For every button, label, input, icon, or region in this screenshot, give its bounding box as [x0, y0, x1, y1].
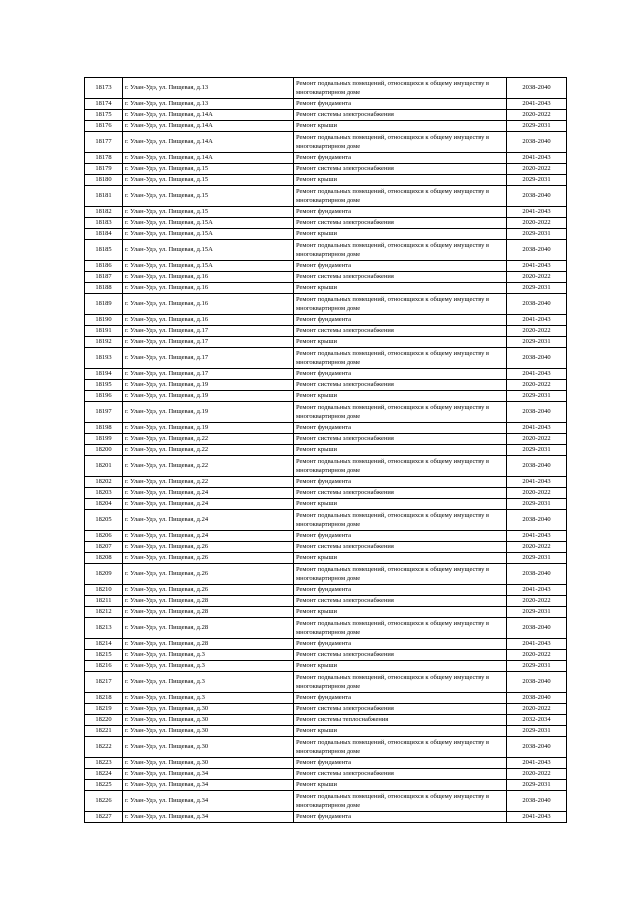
table-row — [85, 596, 567, 607]
work-type-cell: Ремонт системы электроснабжения — [294, 488, 507, 499]
table-row — [85, 175, 567, 186]
table-row — [85, 715, 567, 726]
address-cell: г. Улан-Удэ, ул. Пищевая, д.17 — [123, 369, 294, 380]
address-cell: г. Улан-Удэ, ул. Пищевая, д.28 — [123, 607, 294, 618]
period-cell: 2041-2043 — [507, 261, 567, 272]
address-cell: г. Улан-Удэ, ул. Пищевая, д.14А — [123, 153, 294, 164]
row-number-cell: 18187 — [85, 272, 123, 283]
work-type-cell: Ремонт системы электроснабжения — [294, 272, 507, 283]
address-cell: г. Улан-Удэ, ул. Пищевая, д.19 — [123, 380, 294, 391]
row-number-cell: 18194 — [85, 369, 123, 380]
row-number-cell: 18227 — [85, 812, 123, 823]
period-cell: 2020-2022 — [507, 488, 567, 499]
work-type-cell: Ремонт системы электроснабжения — [294, 380, 507, 391]
period-cell: 2029-2031 — [507, 391, 567, 402]
period-cell: 2038-2040 — [507, 402, 567, 423]
address-cell: г. Улан-Удэ, ул. Пищевая, д.15 — [123, 186, 294, 207]
work-type-cell: Ремонт фундамента — [294, 423, 507, 434]
table-row — [85, 164, 567, 175]
work-type-cell: Ремонт подвальных помещений, относящихся к общему имуществу в многоквартирном доме — [294, 294, 507, 315]
address-cell: г. Улан-Удэ, ул. Пищевая, д.14А — [123, 121, 294, 132]
row-number-cell: 18208 — [85, 553, 123, 564]
period-cell: 2041-2043 — [507, 585, 567, 596]
work-type-cell: Ремонт подвальных помещений, относящихся к общему имуществу в многоквартирном доме — [294, 737, 507, 758]
table-row — [85, 456, 567, 477]
work-type-cell: Ремонт подвальных помещений, относящихся к общему имуществу в многоквартирном доме — [294, 618, 507, 639]
row-number-cell: 18215 — [85, 650, 123, 661]
period-cell: 2020-2022 — [507, 326, 567, 337]
work-type-cell: Ремонт фундамента — [294, 531, 507, 542]
work-type-cell: Ремонт фундамента — [294, 369, 507, 380]
row-number-cell: 18173 — [85, 78, 123, 99]
period-cell: 2029-2031 — [507, 283, 567, 294]
address-cell: г. Улан-Удэ, ул. Пищевая, д.15 — [123, 175, 294, 186]
row-number-cell: 18186 — [85, 261, 123, 272]
address-cell: г. Улан-Удэ, ул. Пищевая, д.3 — [123, 661, 294, 672]
row-number-cell: 18226 — [85, 791, 123, 812]
row-number-cell: 18223 — [85, 758, 123, 769]
period-cell: 2020-2022 — [507, 218, 567, 229]
address-cell: г. Улан-Удэ, ул. Пищевая, д.15А — [123, 261, 294, 272]
table-row — [85, 488, 567, 499]
address-cell: г. Улан-Удэ, ул. Пищевая, д.34 — [123, 769, 294, 780]
period-cell: 2020-2022 — [507, 164, 567, 175]
period-cell: 2041-2043 — [507, 369, 567, 380]
address-cell: г. Улан-Удэ, ул. Пищевая, д.13 — [123, 78, 294, 99]
address-cell: г. Улан-Удэ, ул. Пищевая, д.17 — [123, 337, 294, 348]
period-cell: 2041-2043 — [507, 423, 567, 434]
period-cell: 2041-2043 — [507, 315, 567, 326]
table-row — [85, 121, 567, 132]
table-row — [85, 218, 567, 229]
address-cell: г. Улан-Удэ, ул. Пищевая, д.17 — [123, 326, 294, 337]
address-cell: г. Улан-Удэ, ул. Пищевая, д.34 — [123, 791, 294, 812]
row-number-cell: 18178 — [85, 153, 123, 164]
row-number-cell: 18193 — [85, 348, 123, 369]
address-cell: г. Улан-Удэ, ул. Пищевая, д.30 — [123, 715, 294, 726]
period-cell: 2029-2031 — [507, 121, 567, 132]
address-cell: г. Улан-Удэ, ул. Пищевая, д.34 — [123, 780, 294, 791]
period-cell: 2041-2043 — [507, 639, 567, 650]
table-row — [85, 153, 567, 164]
period-cell: 2032-2034 — [507, 715, 567, 726]
table-row — [85, 564, 567, 585]
period-cell: 2020-2022 — [507, 596, 567, 607]
period-cell: 2038-2040 — [507, 693, 567, 704]
row-number-cell: 18190 — [85, 315, 123, 326]
address-cell: г. Улан-Удэ, ул. Пищевая, д.30 — [123, 737, 294, 758]
work-type-cell: Ремонт системы электроснабжения — [294, 650, 507, 661]
table-row — [85, 434, 567, 445]
table-row — [85, 531, 567, 542]
table-row — [85, 553, 567, 564]
address-cell: г. Улан-Удэ, ул. Пищевая, д.16 — [123, 283, 294, 294]
row-number-cell: 18188 — [85, 283, 123, 294]
work-type-cell: Ремонт крыши — [294, 445, 507, 456]
work-type-cell: Ремонт крыши — [294, 283, 507, 294]
work-type-cell: Ремонт крыши — [294, 661, 507, 672]
address-cell: г. Улан-Удэ, ул. Пищевая, д.22 — [123, 434, 294, 445]
address-cell: г. Улан-Удэ, ул. Пищевая, д.15А — [123, 240, 294, 261]
address-cell: г. Улан-Удэ, ул. Пищевая, д.34 — [123, 812, 294, 823]
row-number-cell: 18203 — [85, 488, 123, 499]
table-row — [85, 477, 567, 488]
address-cell: г. Улан-Удэ, ул. Пищевая, д.26 — [123, 542, 294, 553]
table-row — [85, 402, 567, 423]
row-number-cell: 18198 — [85, 423, 123, 434]
address-cell: г. Улан-Удэ, ул. Пищевая, д.3 — [123, 672, 294, 693]
table-row — [85, 423, 567, 434]
table-row — [85, 758, 567, 769]
work-type-cell: Ремонт фундамента — [294, 153, 507, 164]
address-cell: г. Улан-Удэ, ул. Пищевая, д.22 — [123, 477, 294, 488]
row-number-cell: 18211 — [85, 596, 123, 607]
work-type-cell: Ремонт фундамента — [294, 812, 507, 823]
work-type-cell: Ремонт фундамента — [294, 639, 507, 650]
work-type-cell: Ремонт подвальных помещений, относящихся к общему имуществу в многоквартирном доме — [294, 564, 507, 585]
work-type-cell: Ремонт фундамента — [294, 207, 507, 218]
row-number-cell: 18214 — [85, 639, 123, 650]
address-cell: г. Улан-Удэ, ул. Пищевая, д.19 — [123, 391, 294, 402]
work-type-cell: Ремонт крыши — [294, 499, 507, 510]
address-cell: г. Улан-Удэ, ул. Пищевая, д.19 — [123, 423, 294, 434]
work-type-cell: Ремонт системы электроснабжения — [294, 434, 507, 445]
period-cell: 2020-2022 — [507, 769, 567, 780]
work-type-cell: Ремонт подвальных помещений, относящихся к общему имуществу в многоквартирном доме — [294, 78, 507, 99]
work-type-cell: Ремонт крыши — [294, 229, 507, 240]
row-number-cell: 18179 — [85, 164, 123, 175]
work-type-cell: Ремонт подвальных помещений, относящихся к общему имуществу в многоквартирном доме — [294, 456, 507, 477]
work-type-cell: Ремонт крыши — [294, 553, 507, 564]
repair-schedule-table — [84, 77, 567, 823]
table-row — [85, 791, 567, 812]
address-cell: г. Улан-Удэ, ул. Пищевая, д.24 — [123, 531, 294, 542]
address-cell: г. Улан-Удэ, ул. Пищевая, д.30 — [123, 726, 294, 737]
row-number-cell: 18216 — [85, 661, 123, 672]
table-row — [85, 229, 567, 240]
work-type-cell: Ремонт крыши — [294, 607, 507, 618]
address-cell: г. Улан-Удэ, ул. Пищевая, д.28 — [123, 596, 294, 607]
period-cell: 2038-2040 — [507, 791, 567, 812]
row-number-cell: 18191 — [85, 326, 123, 337]
period-cell: 2038-2040 — [507, 564, 567, 585]
table-row — [85, 704, 567, 715]
work-type-cell: Ремонт подвальных помещений, относящихся к общему имуществу в многоквартирном доме — [294, 402, 507, 423]
address-cell: г. Улан-Удэ, ул. Пищевая, д.24 — [123, 488, 294, 499]
table-row — [85, 294, 567, 315]
address-cell: г. Улан-Удэ, ул. Пищевая, д.3 — [123, 693, 294, 704]
address-cell: г. Улан-Удэ, ул. Пищевая, д.28 — [123, 639, 294, 650]
row-number-cell: 18185 — [85, 240, 123, 261]
row-number-cell: 18217 — [85, 672, 123, 693]
period-cell: 2041-2043 — [507, 153, 567, 164]
period-cell: 2029-2031 — [507, 499, 567, 510]
address-cell: г. Улан-Удэ, ул. Пищевая, д.15 — [123, 164, 294, 175]
work-type-cell: Ремонт фундамента — [294, 758, 507, 769]
work-type-cell: Ремонт крыши — [294, 726, 507, 737]
work-type-cell: Ремонт системы электроснабжения — [294, 769, 507, 780]
row-number-cell: 18181 — [85, 186, 123, 207]
row-number-cell: 18189 — [85, 294, 123, 315]
address-cell: г. Улан-Удэ, ул. Пищевая, д.14А — [123, 132, 294, 153]
period-cell: 2029-2031 — [507, 175, 567, 186]
address-cell: г. Улан-Удэ, ул. Пищевая, д.13 — [123, 99, 294, 110]
period-cell: 2029-2031 — [507, 337, 567, 348]
address-cell: г. Улан-Удэ, ул. Пищевая, д.30 — [123, 758, 294, 769]
work-type-cell: Ремонт системы электроснабжения — [294, 326, 507, 337]
row-number-cell: 18196 — [85, 391, 123, 402]
work-type-cell: Ремонт системы электроснабжения — [294, 218, 507, 229]
table-row — [85, 769, 567, 780]
table-row — [85, 283, 567, 294]
row-number-cell: 18202 — [85, 477, 123, 488]
period-cell: 2038-2040 — [507, 78, 567, 99]
period-cell: 2041-2043 — [507, 758, 567, 769]
work-type-cell: Ремонт фундамента — [294, 261, 507, 272]
address-cell: г. Улан-Удэ, ул. Пищевая, д.3 — [123, 650, 294, 661]
address-cell: г. Улан-Удэ, ул. Пищевая, д.16 — [123, 315, 294, 326]
work-type-cell: Ремонт фундамента — [294, 99, 507, 110]
work-type-cell: Ремонт системы электроснабжения — [294, 164, 507, 175]
row-number-cell: 18175 — [85, 110, 123, 121]
period-cell: 2041-2043 — [507, 477, 567, 488]
row-number-cell: 18182 — [85, 207, 123, 218]
row-number-cell: 18220 — [85, 715, 123, 726]
address-cell: г. Улан-Удэ, ул. Пищевая, д.26 — [123, 585, 294, 596]
work-type-cell: Ремонт фундамента — [294, 315, 507, 326]
address-cell: г. Улан-Удэ, ул. Пищевая, д.26 — [123, 553, 294, 564]
address-cell: г. Улан-Удэ, ул. Пищевая, д.15А — [123, 229, 294, 240]
table-row — [85, 369, 567, 380]
table-row — [85, 240, 567, 261]
table-row — [85, 499, 567, 510]
work-type-cell: Ремонт крыши — [294, 780, 507, 791]
period-cell: 2020-2022 — [507, 650, 567, 661]
row-number-cell: 18209 — [85, 564, 123, 585]
period-cell: 2020-2022 — [507, 704, 567, 715]
table-row — [85, 380, 567, 391]
row-number-cell: 18219 — [85, 704, 123, 715]
row-number-cell: 18213 — [85, 618, 123, 639]
table-row — [85, 272, 567, 283]
table-row — [85, 726, 567, 737]
row-number-cell: 18174 — [85, 99, 123, 110]
work-type-cell: Ремонт подвальных помещений, относящихся к общему имуществу в многоквартирном доме — [294, 672, 507, 693]
address-cell: г. Улан-Удэ, ул. Пищевая, д.16 — [123, 272, 294, 283]
period-cell: 2020-2022 — [507, 380, 567, 391]
table-row — [85, 542, 567, 553]
table-row — [85, 445, 567, 456]
table-row — [85, 693, 567, 704]
table-row — [85, 78, 567, 99]
row-number-cell: 18206 — [85, 531, 123, 542]
table-row — [85, 607, 567, 618]
address-cell: г. Улан-Удэ, ул. Пищевая, д.19 — [123, 402, 294, 423]
table-row — [85, 661, 567, 672]
work-type-cell: Ремонт системы электроснабжения — [294, 596, 507, 607]
table-row — [85, 672, 567, 693]
address-cell: г. Улан-Удэ, ул. Пищевая, д.26 — [123, 564, 294, 585]
period-cell: 2029-2031 — [507, 607, 567, 618]
row-number-cell: 18212 — [85, 607, 123, 618]
period-cell: 2029-2031 — [507, 553, 567, 564]
row-number-cell: 18184 — [85, 229, 123, 240]
table-row — [85, 812, 567, 823]
address-cell: г. Улан-Удэ, ул. Пищевая, д.24 — [123, 499, 294, 510]
row-number-cell: 18207 — [85, 542, 123, 553]
work-type-cell: Ремонт подвальных помещений, относящихся к общему имуществу в многоквартирном доме — [294, 510, 507, 531]
table-row — [85, 315, 567, 326]
address-cell: г. Улан-Удэ, ул. Пищевая, д.28 — [123, 618, 294, 639]
work-type-cell: Ремонт подвальных помещений, относящихся к общему имуществу в многоквартирном доме — [294, 186, 507, 207]
table-row — [85, 337, 567, 348]
period-cell: 2038-2040 — [507, 132, 567, 153]
work-type-cell: Ремонт системы электроснабжения — [294, 704, 507, 715]
row-number-cell: 18204 — [85, 499, 123, 510]
period-cell: 2029-2031 — [507, 726, 567, 737]
period-cell: 2038-2040 — [507, 348, 567, 369]
period-cell: 2038-2040 — [507, 294, 567, 315]
row-number-cell: 18177 — [85, 132, 123, 153]
address-cell: г. Улан-Удэ, ул. Пищевая, д.24 — [123, 510, 294, 531]
work-type-cell: Ремонт крыши — [294, 337, 507, 348]
table-row — [85, 391, 567, 402]
address-cell: г. Улан-Удэ, ул. Пищевая, д.30 — [123, 704, 294, 715]
work-type-cell: Ремонт подвальных помещений, относящихся к общему имуществу в многоквартирном доме — [294, 348, 507, 369]
period-cell: 2029-2031 — [507, 780, 567, 791]
row-number-cell: 18183 — [85, 218, 123, 229]
period-cell: 2029-2031 — [507, 661, 567, 672]
table-row — [85, 99, 567, 110]
work-type-cell: Ремонт системы электроснабжения — [294, 542, 507, 553]
work-type-cell: Ремонт подвальных помещений, относящихся к общему имуществу в многоквартирном доме — [294, 240, 507, 261]
period-cell: 2020-2022 — [507, 434, 567, 445]
row-number-cell: 18195 — [85, 380, 123, 391]
period-cell: 2041-2043 — [507, 207, 567, 218]
period-cell: 2041-2043 — [507, 812, 567, 823]
row-number-cell: 18225 — [85, 780, 123, 791]
period-cell: 2038-2040 — [507, 456, 567, 477]
row-number-cell: 18224 — [85, 769, 123, 780]
row-number-cell: 18201 — [85, 456, 123, 477]
table-row — [85, 132, 567, 153]
address-cell: г. Улан-Удэ, ул. Пищевая, д.22 — [123, 445, 294, 456]
period-cell: 2038-2040 — [507, 510, 567, 531]
table-row — [85, 326, 567, 337]
row-number-cell: 18192 — [85, 337, 123, 348]
period-cell: 2038-2040 — [507, 240, 567, 261]
row-number-cell: 18199 — [85, 434, 123, 445]
table-row — [85, 780, 567, 791]
table-row — [85, 650, 567, 661]
address-cell: г. Улан-Удэ, ул. Пищевая, д.22 — [123, 456, 294, 477]
period-cell: 2041-2043 — [507, 99, 567, 110]
period-cell: 2029-2031 — [507, 229, 567, 240]
address-cell: г. Улан-Удэ, ул. Пищевая, д.14А — [123, 110, 294, 121]
work-type-cell: Ремонт системы электроснабжения — [294, 110, 507, 121]
work-type-cell: Ремонт подвальных помещений, относящихся к общему имуществу в многоквартирном доме — [294, 132, 507, 153]
table-row — [85, 348, 567, 369]
work-type-cell: Ремонт крыши — [294, 175, 507, 186]
address-cell: г. Улан-Удэ, ул. Пищевая, д.15А — [123, 218, 294, 229]
table-row — [85, 261, 567, 272]
period-cell: 2038-2040 — [507, 618, 567, 639]
work-type-cell: Ремонт фундамента — [294, 477, 507, 488]
row-number-cell: 18180 — [85, 175, 123, 186]
work-type-cell: Ремонт системы теплоснабжения — [294, 715, 507, 726]
period-cell: 2038-2040 — [507, 737, 567, 758]
period-cell: 2020-2022 — [507, 542, 567, 553]
table-row — [85, 618, 567, 639]
work-type-cell: Ремонт крыши — [294, 391, 507, 402]
period-cell: 2029-2031 — [507, 445, 567, 456]
period-cell: 2038-2040 — [507, 186, 567, 207]
work-type-cell: Ремонт фундамента — [294, 585, 507, 596]
table-body — [85, 78, 567, 823]
work-type-cell: Ремонт крыши — [294, 121, 507, 132]
table-row — [85, 737, 567, 758]
table-row — [85, 186, 567, 207]
row-number-cell: 18221 — [85, 726, 123, 737]
period-cell: 2020-2022 — [507, 110, 567, 121]
table-row — [85, 585, 567, 596]
row-number-cell: 18218 — [85, 693, 123, 704]
row-number-cell: 18176 — [85, 121, 123, 132]
period-cell: 2020-2022 — [507, 272, 567, 283]
row-number-cell: 18205 — [85, 510, 123, 531]
table-row — [85, 207, 567, 218]
table-row — [85, 510, 567, 531]
period-cell: 2041-2043 — [507, 531, 567, 542]
table-row — [85, 110, 567, 121]
work-type-cell: Ремонт подвальных помещений, относящихся к общему имуществу в многоквартирном доме — [294, 791, 507, 812]
row-number-cell: 18210 — [85, 585, 123, 596]
work-type-cell: Ремонт фундамента — [294, 693, 507, 704]
period-cell: 2038-2040 — [507, 672, 567, 693]
address-cell: г. Улан-Удэ, ул. Пищевая, д.17 — [123, 348, 294, 369]
row-number-cell: 18222 — [85, 737, 123, 758]
address-cell: г. Улан-Удэ, ул. Пищевая, д.15 — [123, 207, 294, 218]
row-number-cell: 18197 — [85, 402, 123, 423]
address-cell: г. Улан-Удэ, ул. Пищевая, д.16 — [123, 294, 294, 315]
table-row — [85, 639, 567, 650]
row-number-cell: 18200 — [85, 445, 123, 456]
